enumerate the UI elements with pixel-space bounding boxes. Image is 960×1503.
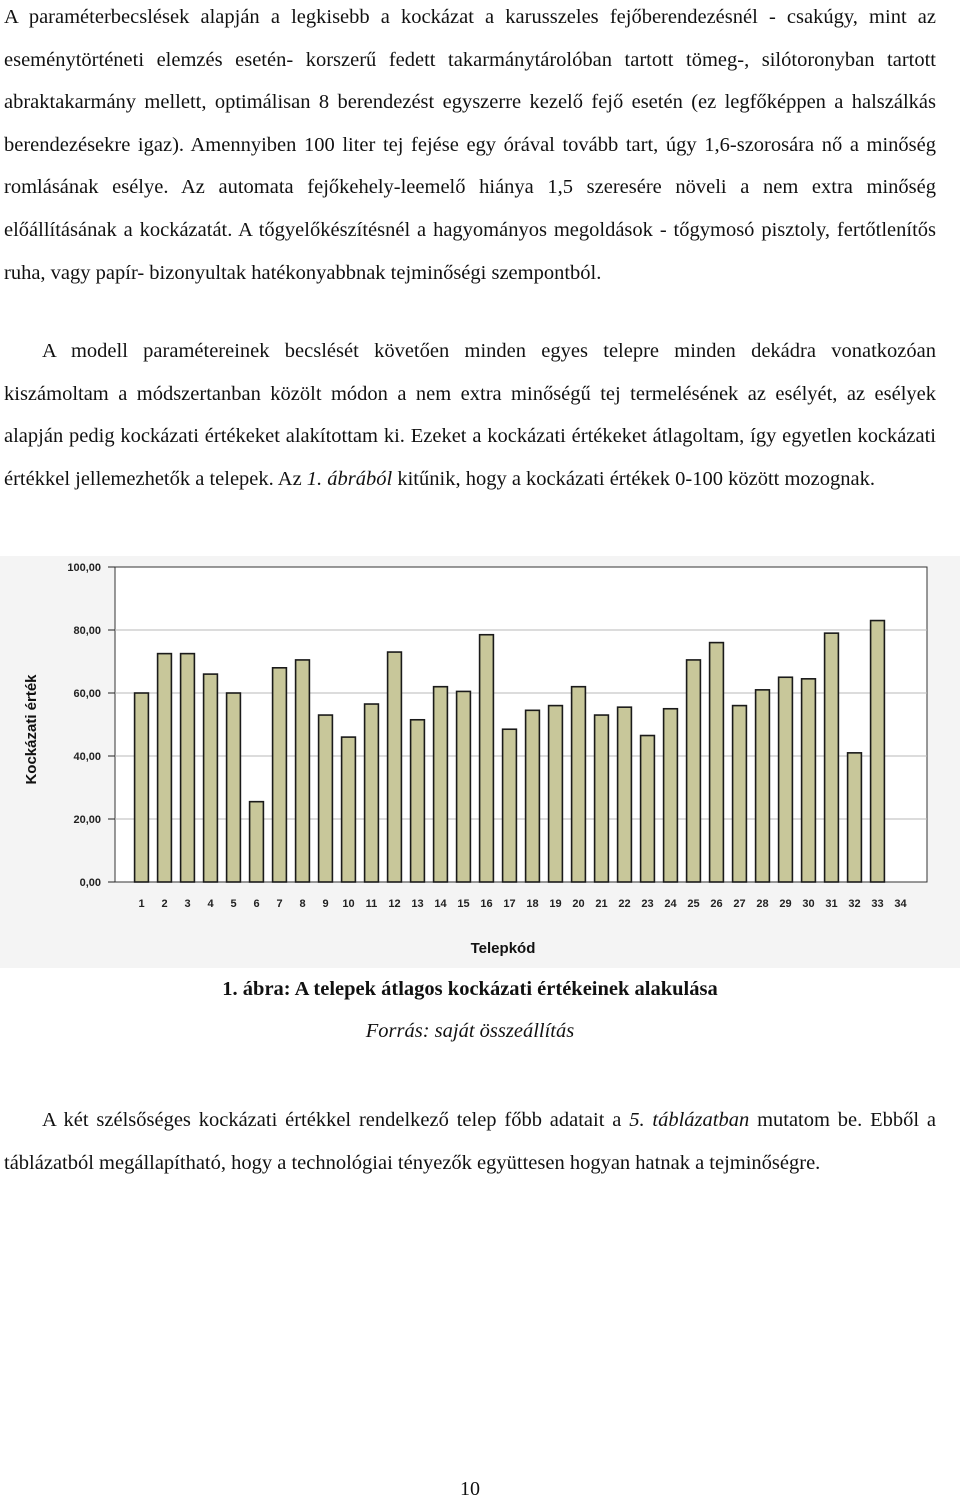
x-tick-label: 28	[756, 898, 769, 910]
bar	[227, 693, 241, 882]
y-tick-label: 60,00	[73, 688, 101, 700]
x-tick-label: 32	[848, 898, 861, 910]
bar-chart-svg	[0, 556, 960, 968]
x-tick-label: 2	[161, 898, 168, 910]
x-axis-title: Telepkód	[470, 940, 536, 957]
figure-caption: 1. ábra: A telepek átlagos kockázati értékeinek alakulása	[222, 978, 718, 1000]
y-tick-label: 0,00	[79, 877, 101, 889]
x-tick-label: 23	[641, 898, 654, 910]
bar	[342, 737, 356, 882]
y-tick-label: 40,00	[73, 751, 101, 763]
bar	[733, 706, 747, 882]
x-tick-label: 6	[253, 898, 260, 910]
bar	[526, 710, 540, 882]
bar	[549, 706, 563, 882]
bar	[503, 729, 517, 882]
bar	[480, 635, 494, 882]
x-tick-label: 1	[138, 898, 145, 910]
bar	[181, 654, 195, 882]
bar	[664, 709, 678, 882]
paragraph-3-end: mutatom be. Ebből a táblázatból megállapítható, hogy a technológiai tényezők együttesen hogyan hatnak a tejminőségre.	[4, 1109, 936, 1174]
bar	[204, 674, 218, 882]
bar	[388, 652, 402, 882]
x-tick-label: 18	[526, 898, 539, 910]
x-tick-label: 29	[779, 898, 792, 910]
paragraph-1: A paraméterbecslések alapján a legkisebb a kockázat a karusszeles fejőberendezésnél - csakúgy, mint az eseménytörténeti elemzés esetén- korszerű fedett takarmánytárolóban tartott tömeg-, silótoronyban tartott abraktakarmány mellett, optimálisan 8 berendezést egyszerre kezelő fejő esetén (ez legfőképpen a halszálkás berendezésekre igaz). Amennyiben 100 liter tej fejése egy órával tovább tart, úgy 1,6-szorosára nő a minőség romlásának esélye. Az automata fejőkehely-leemelő hiánya 1,5 szeresére növeli a nem extra minőség előállításának a kockázatát. A tőgyelőkészítésnél a hagyományos megoldások - tőgymosó pisztoly, fertőtlenítős ruha, vagy papír- bizonyultak hatékonyabbnak tejminőségi szempontból.	[4, 6, 936, 284]
bar	[871, 621, 885, 882]
bar	[595, 715, 609, 882]
bar	[158, 654, 172, 882]
bar	[411, 720, 425, 882]
bar	[319, 715, 333, 882]
bar	[365, 704, 379, 882]
x-tick-label: 24	[664, 898, 677, 910]
x-tick-label: 21	[595, 898, 608, 910]
x-tick-label: 5	[230, 898, 237, 910]
x-tick-label: 7	[276, 898, 283, 910]
bar	[687, 660, 701, 882]
x-tick-label: 25	[687, 898, 700, 910]
x-tick-label: 30	[802, 898, 815, 910]
x-tick-label: 26	[710, 898, 723, 910]
bar	[457, 691, 471, 882]
x-tick-label: 3	[184, 898, 191, 910]
bar	[250, 802, 264, 882]
y-tick-label: 80,00	[73, 625, 101, 637]
x-tick-label: 33	[871, 898, 884, 910]
bar	[825, 633, 839, 882]
page-number: 10	[460, 1478, 480, 1500]
x-tick-label: 11	[365, 898, 378, 910]
figure-reference: 1. ábrából	[306, 467, 393, 490]
x-tick-label: 22	[618, 898, 631, 910]
paragraph-2-end: kitűnik, hogy a kockázati értékek 0-100 között mozognak.	[392, 467, 875, 490]
bar	[756, 690, 770, 882]
bar	[641, 736, 655, 882]
paragraph-2	[4, 330, 936, 500]
bar	[273, 668, 287, 882]
y-tick-label: 20,00	[73, 814, 101, 826]
x-tick-label: 12	[388, 898, 401, 910]
bar	[802, 679, 816, 882]
y-tick-label: 100,00	[67, 562, 101, 574]
bar	[572, 687, 586, 882]
bar	[848, 753, 862, 882]
x-tick-label: 9	[322, 898, 329, 910]
paragraph-2-text: A modell paramétereinek becslését követően minden egyes telepre minden dekádra vonatkozóan kiszámoltam a módszertanban közölt módon a nem extra minőségű tej termelésének az esélyét, az esélyek alapján pedig kockázati értékeket alakítottam ki. Ezeket a kockázati értékeket átlagoltam, így egyetlen kockázati értékkel jellemezhetők a telepek. Az	[4, 340, 936, 490]
x-tick-label: 31	[825, 898, 838, 910]
x-tick-label: 15	[457, 898, 470, 910]
bar	[710, 643, 724, 882]
bar	[618, 707, 632, 882]
paragraph-3-text: A két szélsőséges kockázati értékkel rendelkező telep főbb adatait a	[42, 1109, 630, 1131]
x-tick-label: 10	[342, 898, 355, 910]
x-tick-label: 8	[299, 898, 306, 910]
paragraph-3	[4, 1099, 936, 1184]
x-tick-label: 4	[207, 898, 214, 910]
bar	[296, 660, 310, 882]
x-tick-label: 13	[411, 898, 424, 910]
bar	[434, 687, 448, 882]
bar	[779, 677, 793, 882]
y-axis-title: Kockázati érték	[23, 674, 40, 785]
bar-chart	[0, 556, 960, 968]
x-tick-label: 17	[503, 898, 516, 910]
x-tick-label: 34	[894, 898, 907, 910]
x-tick-label: 27	[733, 898, 746, 910]
x-tick-label: 20	[572, 898, 585, 910]
x-tick-label: 16	[480, 898, 493, 910]
x-tick-label: 14	[434, 898, 447, 910]
x-tick-label: 19	[549, 898, 562, 910]
table-reference: 5. táblázatban	[629, 1109, 750, 1131]
figure-source: Forrás: saját összeállítás	[365, 1020, 575, 1042]
bar	[135, 693, 149, 882]
